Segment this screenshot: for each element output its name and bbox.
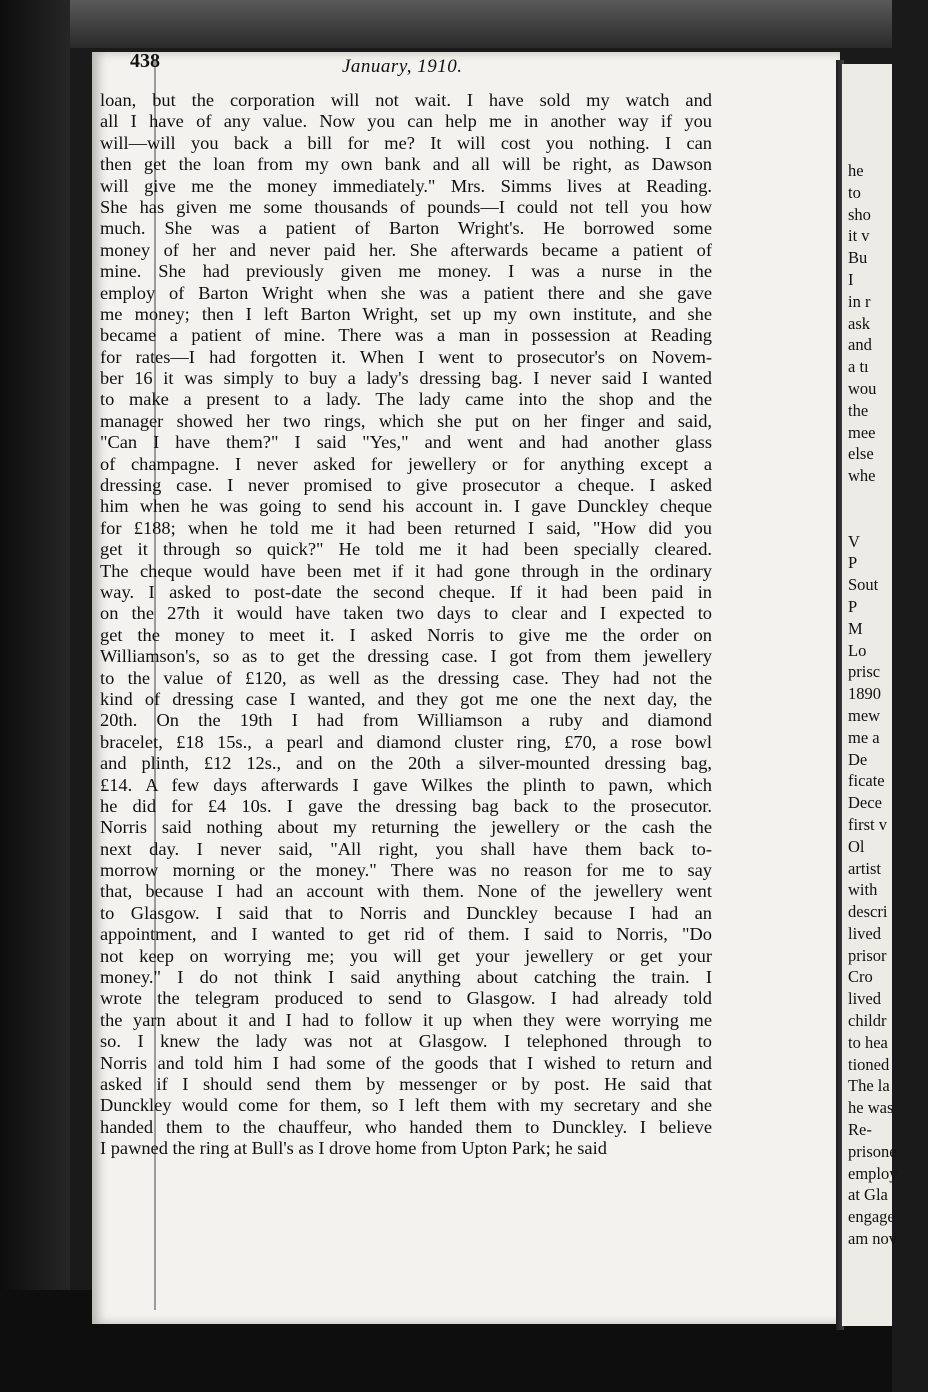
facing-page-fragment: tioned [848, 1054, 890, 1074]
text-line: money of her and never paid her. She afterwards became a patient of [100, 239, 712, 260]
facing-page-fragment: wou [848, 378, 877, 398]
facing-page-fragment: sho [848, 204, 871, 224]
text-line: the yarn about it and I had to follow it up when they were worrying me [100, 1009, 712, 1030]
text-line: bracelet, £18 15s., a pearl and diamond cluster ring, £70, a rose bowl [100, 731, 712, 752]
text-line: ber 16 it was simply to buy a lady's dressing bag. I never said I wanted [100, 368, 712, 389]
facing-page-fragment: he was [848, 1098, 894, 1118]
text-line: will—will you back a bill for me? It will cost you nothing. I can [100, 132, 712, 153]
facing-page-fragment: prisone [848, 1141, 897, 1161]
facing-page-fragment: artist [848, 858, 881, 878]
running-head: January, 1910. [342, 56, 463, 77]
text-line: all I have of any value. Now you can help me in another way if you [100, 111, 712, 132]
facing-page-fragment: he [848, 161, 864, 180]
text-line: will give me the money immediately." Mrs. Simms lives at Reading. [100, 175, 712, 196]
text-line: money." I do not think I said anything about catching the train. I [100, 967, 712, 988]
text-line: mine. She had previously given me money. I was a nurse in the [100, 261, 712, 282]
facing-page-fragment: I [848, 269, 854, 289]
text-line: Dunckley would come for them, so I left them with my secretary and she [100, 1095, 712, 1116]
facing-page-fragment: whe [848, 466, 876, 486]
facing-page-fragment: 1890 [848, 684, 881, 704]
facing-page-fragment: descri [848, 902, 888, 922]
facing-page-fragment: lived [848, 989, 881, 1009]
facing-page-fragment: Re- [848, 1120, 872, 1140]
book-left-edge [0, 0, 70, 1392]
facing-page-fragment: The la [848, 1076, 890, 1096]
page-number: 438 [130, 50, 160, 72]
facing-page-fragment: ask [848, 313, 870, 333]
text-line: for rates—I had forgotten it. When I went to prosecutor's on Novem- [100, 346, 712, 367]
text-line: She has given me some thousands of pounds—I could not tell you how [100, 196, 712, 217]
facing-page-fragment: M [848, 618, 863, 638]
text-line: of champagne. I never asked for jewellery or for anything except a [100, 453, 712, 474]
text-line: wrote the telegram produced to send to Glasgow. I had already told [100, 988, 712, 1009]
facing-page-fragment: to [848, 182, 861, 202]
text-line: kind of dressing case I wanted, and they got me one the next day, the [100, 688, 712, 709]
text-line: next day. I never said, "All right, you shall have them back to- [100, 838, 712, 859]
facing-page-fragment: engage [848, 1207, 895, 1227]
facing-page [842, 64, 898, 1326]
text-line: way. I asked to post-date the second cheque. If it had been paid in [100, 581, 712, 602]
facing-page-fragment: a tı [848, 357, 869, 377]
facing-page-fragment: childr [848, 1011, 887, 1031]
text-line: and plinth, £12 12s., and on the 20th a silver-mounted dressing bag, [100, 753, 712, 774]
text-line: him when he was going to send his account in. I gave Dunckley cheque [100, 496, 712, 517]
facing-page-fragment: first v [848, 814, 887, 834]
facing-page-fragment: else [848, 444, 874, 464]
text-line: Williamson's, so as to get the dressing case. I got from them jewellery [100, 646, 712, 667]
text-line: to the value of £120, as well as the dressing case. They had not the [100, 667, 712, 688]
text-line: get it through so quick?" He told me it had been specially cleared. [100, 539, 712, 560]
text-line: to Glasgow. I said that to Norris and Dunckley because I had an [100, 902, 712, 923]
facing-page-fragment: Dece [848, 793, 882, 813]
facing-page-fragment: employ [848, 1163, 898, 1183]
text-line: 20th. On the 19th I had from Williamson a ruby and diamond [100, 710, 712, 731]
facing-page-fragment: prisc [848, 662, 881, 682]
facing-page-fragment: P [848, 596, 858, 616]
text-line: me money; then I left Barton Wright, set up my own institute, and she [100, 303, 712, 324]
facing-page-fragment: Ol [848, 836, 865, 856]
text-line: dressing case. I never promised to give prosecutor a cheque. I asked [100, 475, 712, 496]
facing-page-fragment: Bu [848, 248, 868, 268]
text-line: Norris said nothing about my returning the jewellery or the cash the [100, 817, 712, 838]
text-line: that, because I had an account with them. None of the jewellery went [100, 881, 712, 902]
text-line: not keep on worrying me; you will get your jewellery or get your [100, 945, 712, 966]
top-shadow [0, 0, 892, 48]
text-line: so. I knew the lady was not at Glasgow. I telephoned through to [100, 1031, 712, 1052]
facing-page-fragment: Sout [848, 575, 879, 595]
facing-page-fragment: and [848, 335, 872, 355]
text-line: to make a present to a lady. The lady came into the shop and the [100, 389, 712, 410]
facing-page-fragment: in r [848, 291, 871, 311]
facing-page-fragment: am nov [848, 1229, 898, 1249]
text-line: on the 27th it would have taken two days to clear and I expected to [100, 603, 712, 624]
facing-page-fragment: Cro [848, 967, 873, 987]
facing-page-fragment: to hea [848, 1032, 888, 1052]
facing-page-fragment: mew [848, 705, 881, 725]
facing-page-fragment [848, 509, 928, 531]
text-line: morrow morning or the money." There was no reason for me to say [100, 860, 712, 881]
facing-page-fragment: lived [848, 923, 881, 943]
text-line: for £188; when he told me it had been returned I said, "How did you [100, 517, 712, 538]
facing-page-fragment: P [848, 553, 858, 573]
text-line: much. She was a patient of Barton Wright's. He borrowed some [100, 218, 712, 239]
text-line: asked if I should send them by messenger or by post. He said that [100, 1073, 712, 1094]
text-line: became a patient of mine. There was a man in possession at Reading [100, 325, 712, 346]
text-line: The cheque would have been met if it had gone through in the ordinary [100, 560, 712, 581]
text-line: then get the loan from my own bank and all will be right, as Dawson [100, 154, 712, 175]
facing-page-fragment: with [848, 880, 878, 900]
facing-page-text [848, 160, 928, 1250]
page-header [130, 50, 710, 82]
body-text [100, 90, 712, 1160]
facing-page-fragment: the [848, 400, 869, 420]
text-line: "Can I have them?" I said "Yes," and went and had another glass [100, 432, 712, 453]
text-line: Norris and told him I had some of the goods that I wished to return and [100, 1052, 712, 1073]
facing-page-fragment: it v [848, 226, 870, 246]
text-line: handed them to the chauffeur, who handed them to Dunckley. I believe [100, 1116, 712, 1137]
facing-page-fragment: De [848, 749, 868, 769]
text-line: appointment, and I wanted to get rid of them. I said to Norris, "Do [100, 924, 712, 945]
facing-page-fragment: Lo [848, 640, 867, 660]
text-line: I pawned the ring at Bull's as I drove home from Upton Park; he said [100, 1138, 607, 1159]
text-line: he did for £4 10s. I gave the dressing bag back to the prosecutor. [100, 795, 712, 816]
text-line: employ of Barton Wright when she was a patient there and she gave [100, 282, 712, 303]
facing-page-fragment: at Gla [848, 1185, 888, 1205]
facing-page-fragment: V [848, 531, 860, 551]
facing-page-fragment: ficate [848, 771, 885, 791]
text-line: get the money to meet it. I asked Norris to give me the order on [100, 624, 712, 645]
text-line: manager showed her two rings, which she put on her finger and said, [100, 410, 712, 431]
text-line: £14. A few days afterwards I gave Wilkes the plinth to pawn, which [100, 774, 712, 795]
facing-page-fragment: prisor [848, 945, 887, 965]
facing-page-fragment: me a [848, 727, 880, 747]
facing-page-fragment: mee [848, 422, 876, 442]
facing-page-fragment [848, 487, 928, 509]
text-line: loan, but the corporation will not wait. I have sold my watch and [100, 90, 712, 110]
